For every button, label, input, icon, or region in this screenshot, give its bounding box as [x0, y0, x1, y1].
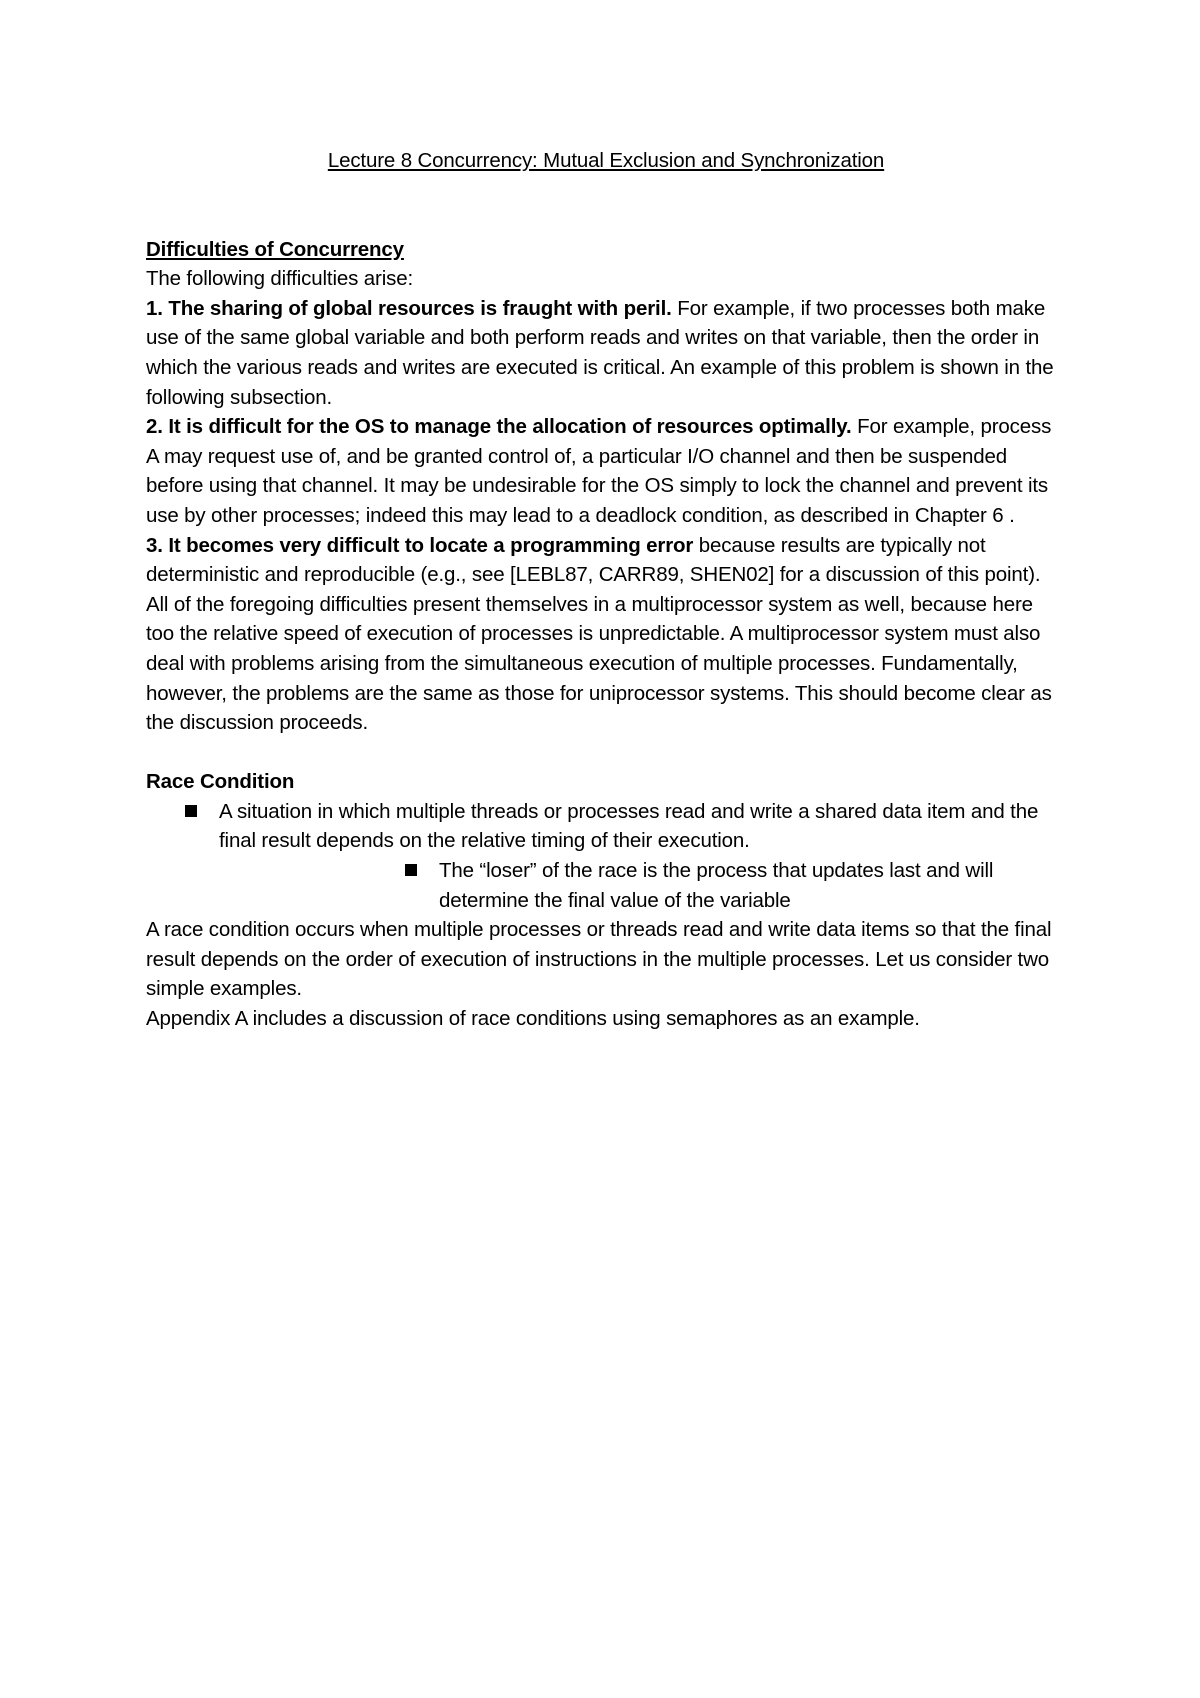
difficulty-item-2: [146, 412, 1066, 530]
difficulty-item-2-bold: 2. It is difficult for the OS to manage the allocation of resources optimally.: [146, 415, 852, 439]
bullet-item-level-1: [146, 797, 1066, 856]
bullet-item-level-1-text: A situation in which multiple threads or processes read and write a shared data item and the final result depends on the relative timing of their execution.: [219, 799, 1039, 853]
difficulty-item-2-text: For example, process A may request use of, and be granted control of, a particular I/O channel and then be suspended before using that channel. It may be undesirable for the OS simply to lock the channel and prevent its use by other processes; indeed this may lead to a deadlock condition, as described in Chapter 6 .: [146, 415, 1052, 527]
square-bullet-icon: [185, 805, 197, 817]
race-condition-bullets: [146, 797, 1066, 915]
difficulties-heading: Difficulties of Concurrency: [146, 237, 404, 261]
race-condition-heading: Race Condition: [146, 770, 295, 794]
document-title: Lecture 8 Concurrency: Mutual Exclusion and Synchronization: [327, 149, 885, 172]
section-spacer: [146, 738, 1066, 768]
difficulty-item-1-text: For example, if two processes both make use of the same global variable and both perform reads and writes on that variable, then the order in which the various reads and writes are executed is critical. An example of this problem is shown in the following subsection.: [146, 296, 1054, 409]
document-content: [146, 146, 1066, 1034]
race-condition-paragraph-1: A race condition occurs when multiple processes or threads read and write data items so that the final result depends on the order of execution of instructions in the multiple processes. Let us consider two simple examples.: [146, 918, 1052, 1001]
race-condition-paragraph-2: Appendix A includes a discussion of race conditions using semaphores as an example.: [146, 1007, 920, 1031]
difficulty-item-3: [146, 531, 1066, 590]
square-bullet-icon: [405, 864, 417, 876]
bullet-item-level-2-text: The “loser” of the race is the process that updates last and will determine the final value of the variable: [439, 859, 994, 912]
difficulty-item-1-bold: 1. The sharing of global resources is fraught with peril.: [146, 296, 672, 320]
difficulty-item-3-bold: 3. It becomes very difficult to locate a programming error: [146, 533, 694, 557]
bullet-item-level-2: [146, 856, 1066, 915]
difficulty-item-1: [146, 294, 1066, 412]
difficulties-closing: All of the foregoing difficulties present themselves in a multiprocessor system as well, because here too the relative speed of execution of processes is unpredictable. A multiprocessor system must also deal with problems arising from the simultaneous execution of multiple processes. Fundamentally, however, the problems are the same as those for uniprocessor systems. This should become clear as the discussion proceeds.: [146, 592, 1052, 735]
difficulties-intro: The following difficulties arise:: [146, 267, 413, 291]
difficulty-item-3-text: because results are typically not deterministic and reproducible (e.g., see [LEBL87, CARR89, SHEN02] for a discussion of this point).: [146, 533, 1041, 587]
